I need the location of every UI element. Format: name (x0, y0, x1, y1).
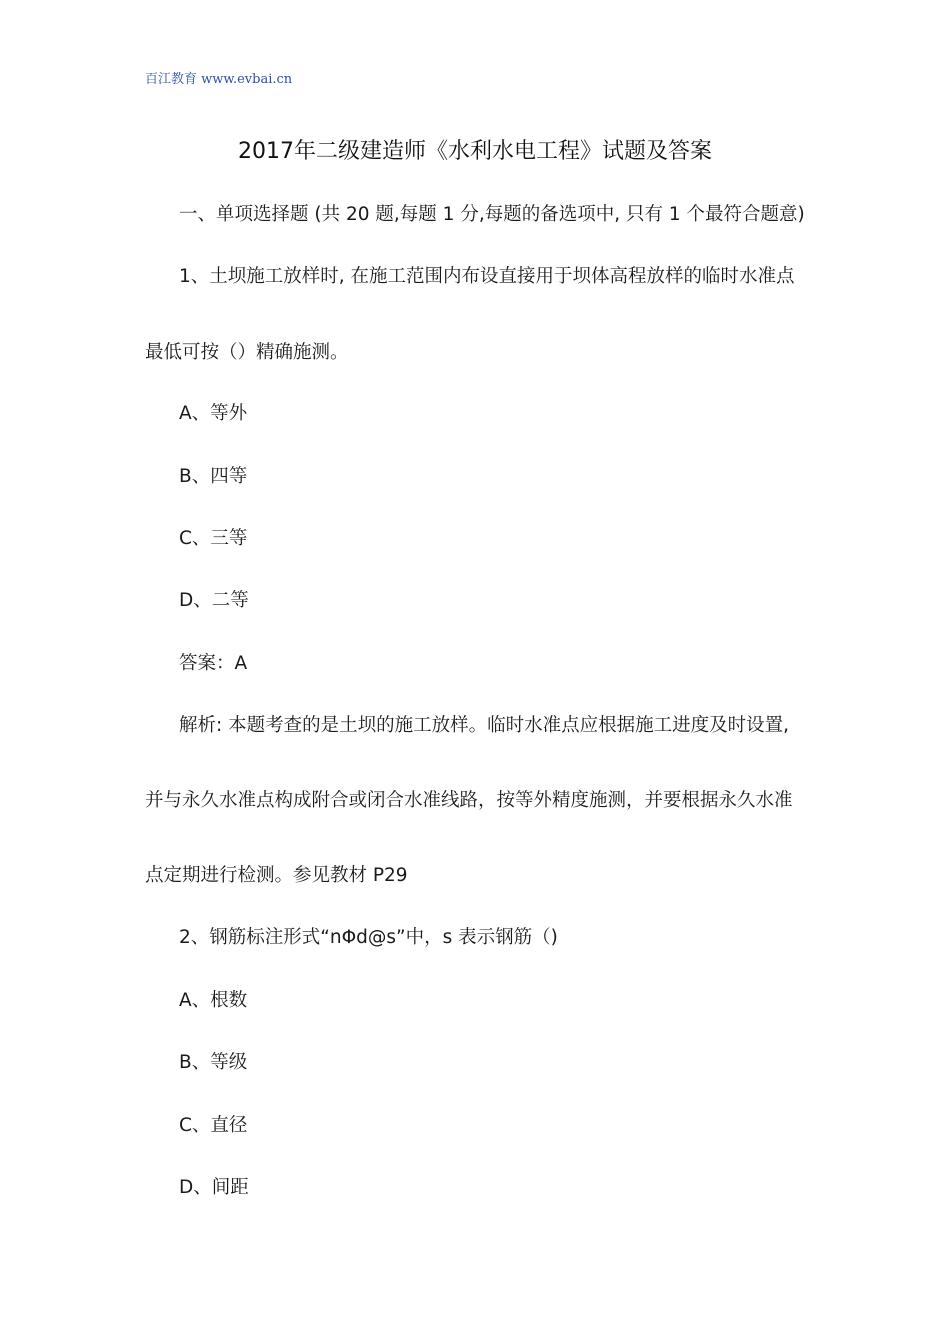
question-2-option-d: D、间距 (179, 1177, 249, 1198)
question-2-stem-line-1: 2、钢筋标注形式“nΦd@s”中，s 表示钢筋（) (179, 927, 558, 948)
question-2-option-a: A、根数 (179, 990, 248, 1011)
question-1-option-d: D、二等 (179, 590, 249, 611)
question-1-option-a: A、等外 (179, 403, 248, 424)
question-1-answer: 答案：A (179, 653, 248, 674)
question-1-option-b: B、四等 (179, 466, 248, 487)
question-1-option-c: C、三等 (179, 528, 248, 549)
question-2-option-b: B、等级 (179, 1052, 248, 1073)
question-1-analysis-line-3: 点定期进行检测。参见教材 P29 (145, 865, 408, 886)
section-heading: 一、单项选择题 (共 20 题,每题 1 分,每题的备选项中, 只有 1 个最符合题意) (179, 204, 805, 225)
question-2-option-c: C、直径 (179, 1115, 248, 1136)
question-1-analysis-line-2: 并与永久水准点构成附合或闭合水准线路，按等外精度施测，并要根据永久水准 (145, 790, 793, 811)
question-1-analysis-line-1: 解析: 本题考查的是土坝的施工放样。临时水准点应根据施工进度及时设置, (179, 715, 789, 736)
page-header-site: 百江教育 www.evbai.cn (145, 72, 293, 87)
question-1-stem-line-1: 1、土坝施工放样时, 在施工范围内布设直接用于坝体高程放样的临时水准点 (179, 266, 795, 287)
question-1-stem-line-2: 最低可按（）精确施测。 (145, 342, 349, 363)
document-title: 2017年二级建造师《水利水电工程》试题及答案 (238, 139, 712, 164)
